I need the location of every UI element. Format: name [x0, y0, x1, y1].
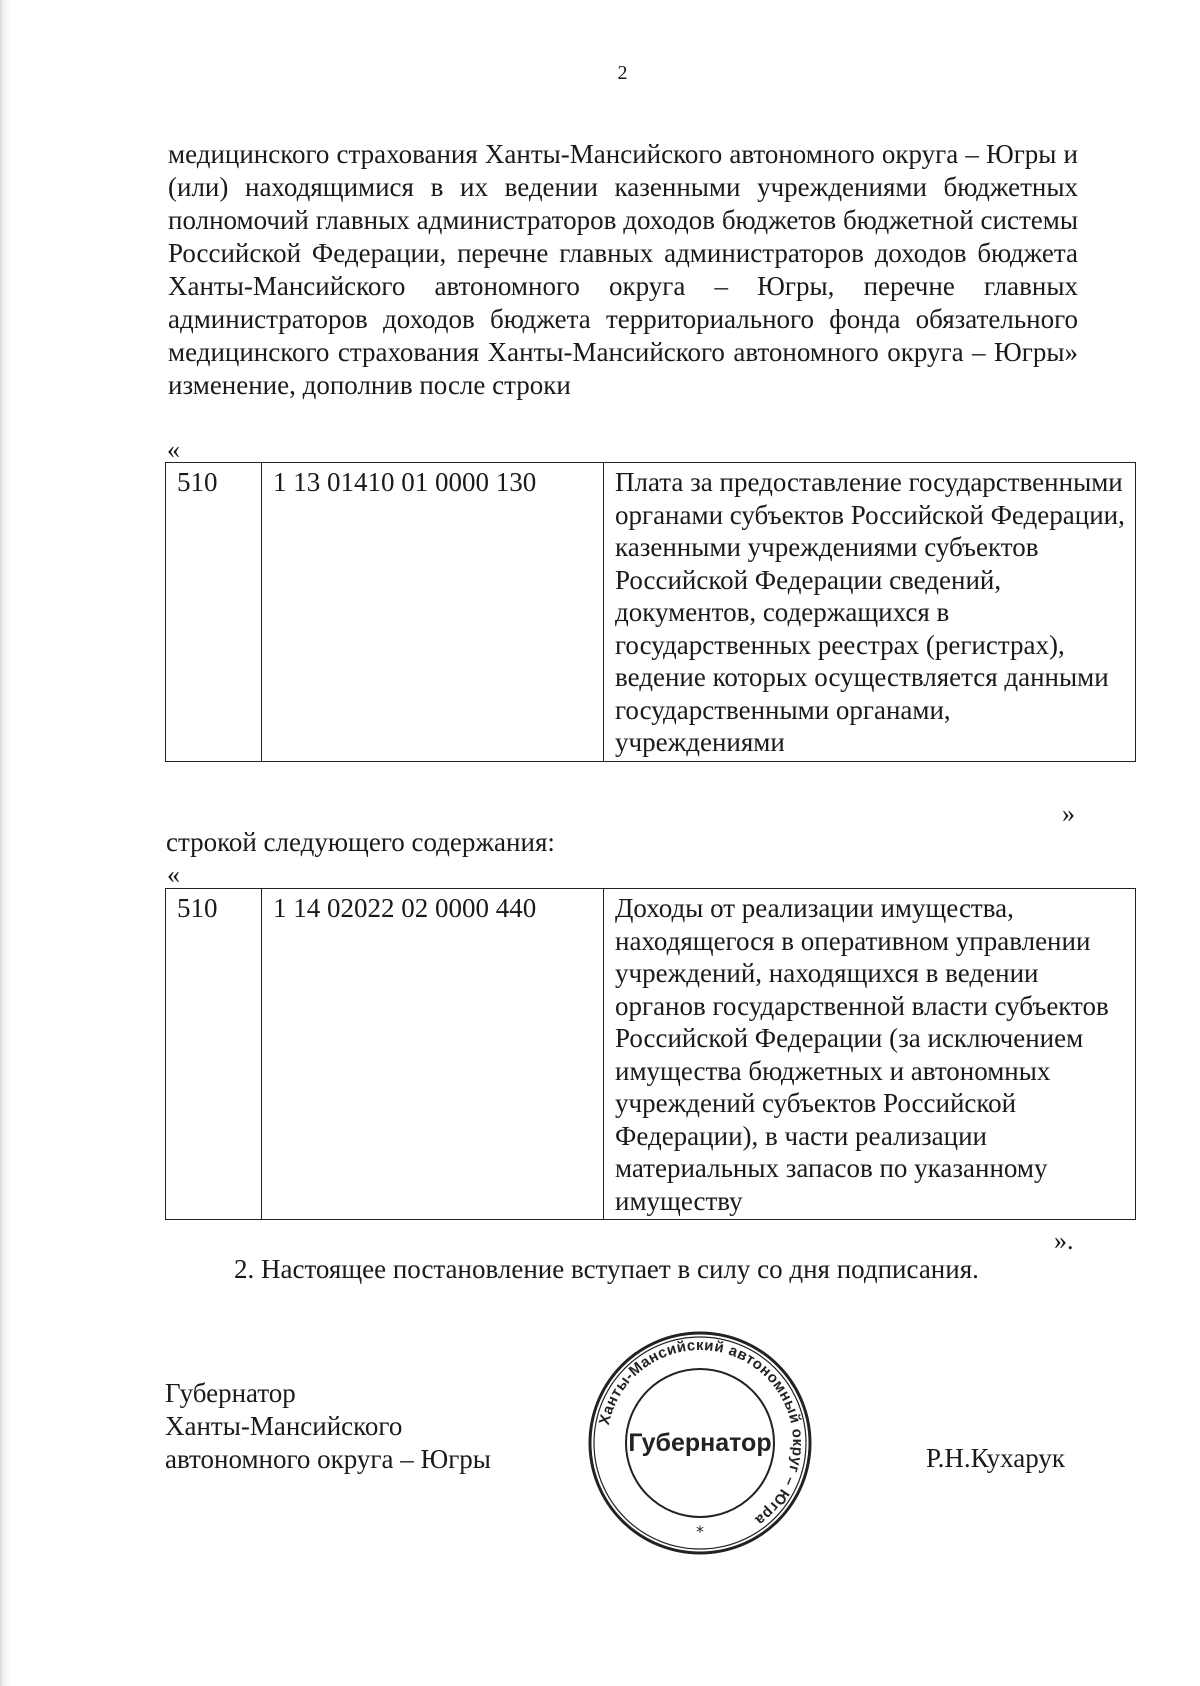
- admin-code-cell: 510: [166, 889, 262, 1220]
- clause-2: 2. Настоящее постановление вступает в силу со дня подписания.: [234, 1254, 979, 1284]
- signature-block: [165, 1377, 491, 1476]
- seal-ring-text: Ханты-Мансийский автономный округ – Югра: [595, 1336, 807, 1529]
- signer-name: Р.Н.Кухарук: [926, 1443, 1066, 1473]
- table-row: [166, 889, 1136, 1220]
- opening-quote-2: «: [167, 860, 180, 889]
- description-cell: Доходы от реализации имущества, находящегося в оперативном управлении учреждений, находящихся в ведении органов государственной власти субъектов Российской Федерации (за исключением имущества бюджетных и автономных учреждений субъектов Российской Федерации), в части реализации материальных запасов по указанному имуществу: [604, 889, 1136, 1220]
- closing-quote-2: ».: [1054, 1226, 1074, 1255]
- seal-center-text: Губернатор: [628, 1429, 772, 1457]
- page-number: 2: [617, 62, 628, 84]
- transition-text: строкой следующего содержания:: [166, 827, 555, 857]
- closing-quote-1: »: [1062, 799, 1075, 828]
- signer-title-line-3: автономного округа – Югры: [165, 1444, 491, 1474]
- opening-quote-1: «: [167, 435, 180, 464]
- revenue-code-cell: 1 13 01410 01 0000 130: [262, 463, 604, 762]
- governor-seal-stamp: [584, 1327, 816, 1559]
- table-row: [166, 463, 1136, 762]
- intro-paragraph: медицинского страхования Ханты-Мансийского автономного округа – Югры и (или) находящимися в их ведении казенными учреждениями бюджетных полномочий главных администраторов доходов бюджетов бюджетной системы Российской Федерации, перечне главных администраторов доходов бюджета Ханты-Мансийского автономного округа – Югры, перечне главных администраторов доходов бюджета территориального фонда обязательного медицинского страхования Ханты-Мансийского автономного округа – Югры» изменение, дополнив после строки: [168, 139, 1078, 400]
- existing-row-table: [165, 462, 1136, 762]
- scan-edge: [0, 0, 12, 1686]
- new-row-table: [165, 888, 1136, 1220]
- admin-code-cell: 510: [166, 463, 262, 762]
- seal-star-icon: *: [696, 1522, 704, 1541]
- description-cell: Плата за предоставление государственными органами субъектов Российской Федерации, казенными учреждениями субъектов Российской Федерации сведений, документов, содержащихся в государственных реестрах (регистрах), ведение которых осуществляется данными государственными органами, учреждениями: [604, 463, 1136, 762]
- signer-title-line-1: Губернатор: [165, 1378, 296, 1408]
- signer-title-line-2: Ханты-Мансийского: [165, 1411, 403, 1441]
- revenue-code-cell: 1 14 02022 02 0000 440: [262, 889, 604, 1220]
